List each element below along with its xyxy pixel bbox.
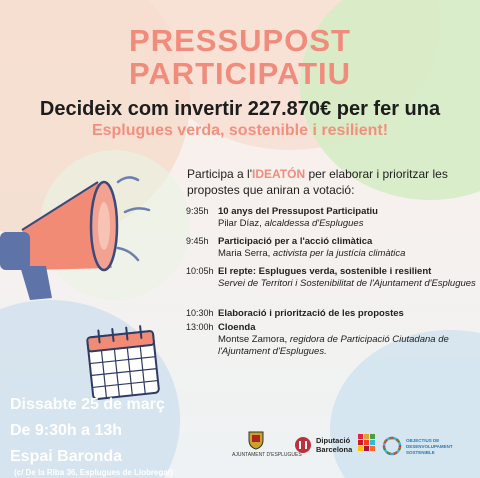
calendar-icon	[78, 324, 170, 404]
agenda-role: regidora de Participació Ciutadana de l'Ajuntament d'Esplugues.	[218, 334, 449, 357]
megaphone-icon	[0, 160, 190, 330]
agenda-title: 10 anys del Pressupost Participatiu	[218, 206, 378, 217]
tagline: Esplugues verda, sostenible i resilient!	[91, 122, 389, 139]
title-line-1: PRESSUPOST	[129, 23, 351, 58]
agenda-time: 9:35h	[186, 206, 209, 216]
event-date: Dissabte 25 de març	[10, 396, 165, 413]
diputacio-emblem-icon	[294, 436, 312, 454]
ods-label: OBJECTIUS DE DESENVOLUPAMENT SOSTENIBLE	[406, 438, 453, 455]
agenda-time: 13:00h	[186, 322, 214, 332]
agenda-role: activista per la justícia climàtica	[272, 248, 406, 259]
intro-text	[187, 166, 467, 198]
agenda-title: El repte: Esplugues verda, sostenible i resilient	[218, 266, 432, 277]
event-address: (c/ De la Riba 36, Esplugues de Llobregat)	[14, 468, 174, 477]
agenda-time: 9:45h	[186, 236, 209, 246]
ods-grid-icon	[358, 434, 376, 458]
intro-before: Participa a l'	[187, 167, 252, 181]
event-venue: Espai Baronda	[10, 448, 123, 465]
agenda-time: 10:05h	[186, 266, 214, 276]
amount-text: Decideix com invertir 227.870€ per fer una	[39, 98, 441, 120]
sdg-wheel-icon	[382, 436, 402, 456]
ideaton-highlight: IDEATÓN	[252, 167, 306, 181]
ajuntament-label: AJUNTAMENT D'ESPLUGUES	[232, 452, 302, 458]
title-line-2: PARTICIPATIU	[128, 56, 352, 91]
agenda-speaker: Maria Serra,	[218, 248, 273, 259]
agenda-role: alcaldessa d'Esplugues	[264, 218, 364, 229]
diputacio-label-1: Diputació	[316, 436, 351, 445]
event-hours: De 9:30h a 13h	[10, 422, 123, 439]
diputacio-label-2: Barcelona	[316, 445, 353, 454]
agenda-title: Cloenda	[218, 322, 256, 333]
diputacio-logo	[294, 430, 360, 470]
agenda-title: Participació per a l'acció climàtica	[218, 236, 373, 247]
agenda-speaker: Pilar Díaz,	[218, 218, 265, 229]
intro-after: per elaborar i prioritzar les propostes que aniran a votació:	[187, 167, 448, 197]
agenda-title: Elaboració i priorització de les propostes	[218, 308, 404, 319]
agenda-speaker: Montse Zamora,	[218, 334, 290, 345]
shield-icon	[246, 430, 266, 450]
agenda-time: 10:30h	[186, 308, 214, 318]
ajuntament-logo	[232, 430, 302, 470]
ods-badge	[358, 430, 380, 470]
ods-logo	[382, 430, 472, 470]
agenda-role: Servei de Territori i Sostenibilitat de l'Ajuntament d'Esplugues	[218, 278, 476, 289]
logos-bar	[232, 430, 472, 470]
